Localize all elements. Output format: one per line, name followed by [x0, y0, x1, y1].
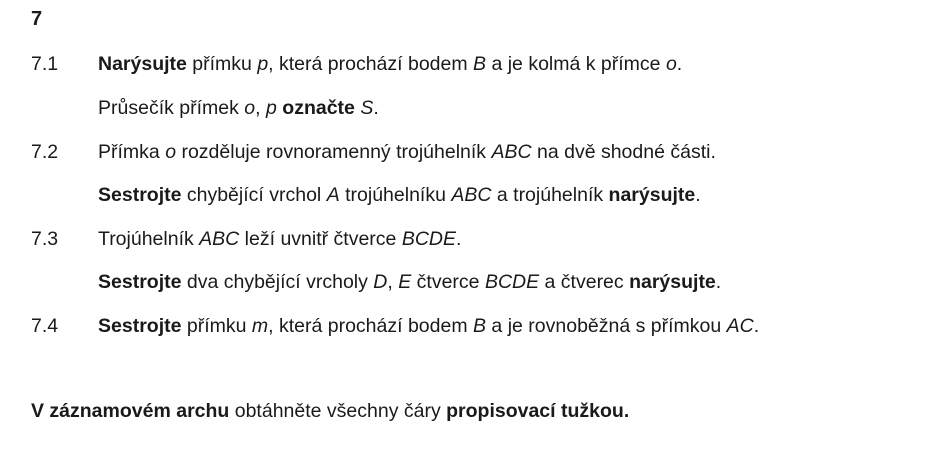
- text-run: Průsečík přímek: [98, 97, 245, 119]
- item-7-3-number: 7.3: [31, 228, 59, 250]
- text-run: .: [715, 271, 722, 293]
- text-run: m: [251, 315, 269, 337]
- item-7-4-line-1: [98, 315, 759, 338]
- text-run: A: [326, 184, 340, 206]
- text-run: .: [373, 97, 379, 119]
- text-run: ABC: [199, 228, 240, 250]
- text-run: přímku: [186, 53, 258, 75]
- text-run: čtverce: [411, 271, 485, 293]
- text-run: .: [456, 228, 462, 250]
- text-run: E: [398, 271, 412, 293]
- text-run: .: [753, 315, 760, 337]
- text-run: a trojúhelník: [491, 184, 609, 206]
- text-run: chybějící vrchol: [181, 184, 327, 206]
- text-run: .: [676, 53, 683, 75]
- text-run: Sestrojte: [98, 184, 182, 206]
- text-run: ,: [255, 97, 266, 119]
- text-run: S: [360, 97, 374, 119]
- text-run: ABC: [451, 184, 492, 206]
- text-run: na dvě shodné části.: [531, 141, 716, 163]
- item-7-1-line-1: [98, 53, 682, 76]
- text-run: Trojúhelník: [98, 228, 200, 250]
- text-run: přímku: [181, 315, 252, 337]
- text-run: V záznamovém archu: [31, 400, 230, 422]
- text-run: o: [165, 141, 177, 163]
- text-run: , která prochází bodem: [268, 53, 474, 75]
- text-run: a čtverec: [539, 271, 630, 293]
- text-run: .: [695, 184, 701, 206]
- text-run: p: [257, 53, 269, 75]
- text-run: Sestrojte: [98, 315, 182, 337]
- text-run: p: [266, 97, 277, 119]
- text-run: narýsujte: [629, 271, 716, 293]
- task-number: 7: [31, 8, 43, 30]
- text-run: BCDE: [484, 271, 540, 293]
- text-run: rozděluje rovnoramenný trojúhelník: [176, 141, 492, 163]
- text-run: B: [473, 315, 487, 337]
- text-run: B: [473, 53, 487, 75]
- text-run: obtáhněte všechny čáry: [229, 400, 447, 422]
- text-run: trojúhelníku: [339, 184, 452, 206]
- text-run: D: [373, 271, 388, 293]
- text-run: Přímka: [98, 141, 166, 163]
- item-7-1-number: 7.1: [31, 53, 59, 75]
- item-7-3-line-2: [98, 271, 721, 294]
- text-run: narýsujte: [608, 184, 696, 206]
- text-run: Sestrojte: [98, 271, 182, 293]
- text-run: o: [244, 97, 256, 119]
- item-7-4-number: 7.4: [31, 315, 59, 337]
- text-run: leží uvnitř čtverce: [239, 228, 402, 250]
- item-7-2-line-2: [98, 184, 701, 207]
- text-run: ,: [387, 271, 399, 293]
- item-7-3-line-1: [98, 228, 461, 251]
- text-run: ABC: [491, 141, 532, 163]
- footer-instruction: [31, 400, 629, 423]
- text-run: a je kolmá k přímce: [486, 53, 666, 75]
- text-run: Narýsujte: [98, 53, 187, 75]
- text-run: dva chybějící vrcholy: [181, 271, 374, 293]
- text-run: , která prochází bodem: [268, 315, 473, 337]
- text-run: a je rovnoběžná s přímkou: [486, 315, 727, 337]
- text-run: označte: [282, 97, 355, 119]
- text-run: o: [665, 53, 677, 75]
- item-7-2-number: 7.2: [31, 141, 59, 163]
- item-7-2-line-1: [98, 141, 716, 164]
- item-7-1-line-2: [98, 97, 379, 120]
- text-run: propisovací tužkou.: [446, 400, 630, 422]
- text-run: AC: [726, 315, 754, 337]
- text-run: BCDE: [401, 228, 457, 250]
